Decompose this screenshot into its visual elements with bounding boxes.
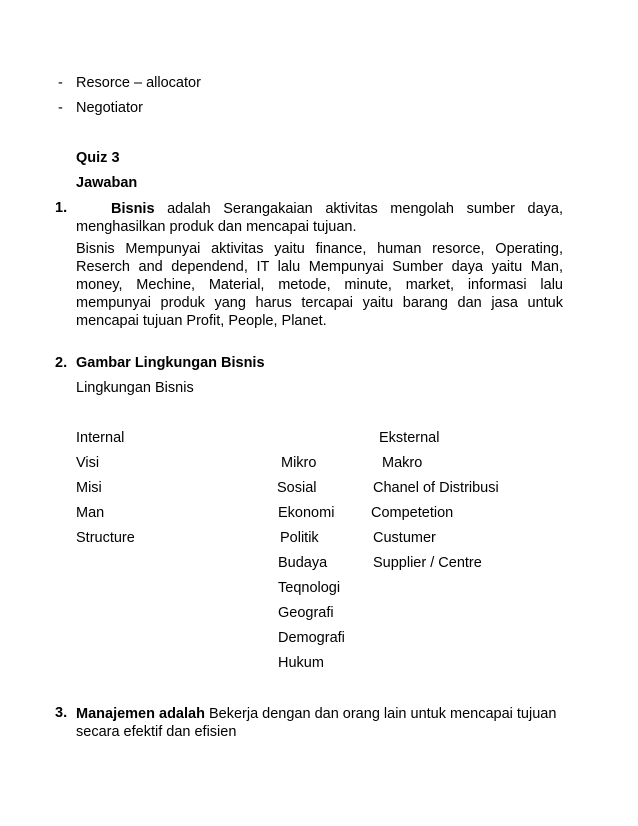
makro-item: Chanel of Distribusi <box>373 480 499 496</box>
bullet-negotiator: Negotiator <box>76 100 143 116</box>
mikro-item: Demografi <box>278 630 345 646</box>
makro-item: Competetion <box>371 505 454 521</box>
question-1-explanation: Bisnis Mempunyai aktivitas yaitu finance, human resorce, Operating, Reserch and dependend, IT lalu Mempunyai Sumber daya yaitu Man, money, Mechine, Material, metode, minute, market, informasi lalu mempunyai produk yang harus tercapai yaitu barang dan jasa untuk mencapai tujuan Profit, People, Planet. <box>76 241 563 329</box>
quiz-title: Quiz 3 <box>76 150 120 166</box>
eksternal-header: Eksternal <box>379 430 440 446</box>
bullet-marker: - <box>58 75 63 91</box>
bullet-marker: - <box>58 100 63 116</box>
question-3-answer <box>76 705 563 741</box>
manajemen-definition: Bekerja dengan dan orang lain untuk mencapai tujuan secara efektif dan efisien <box>76 706 557 740</box>
internal-item: Visi <box>76 455 100 471</box>
answer-title: Jawaban <box>76 175 138 191</box>
bisnis-term: Bisnis <box>111 201 155 217</box>
environment-subtitle: Lingkungan Bisnis <box>76 380 194 396</box>
mikro-item: Teqnologi <box>278 580 341 596</box>
internal-item: Man <box>76 505 105 521</box>
internal-header: Internal <box>76 430 125 446</box>
question-2-number: 2. <box>55 355 68 371</box>
internal-item: Structure <box>76 530 135 546</box>
mikro-header: Mikro <box>281 455 317 471</box>
mikro-item: Politik <box>280 530 319 546</box>
bisnis-definition: adalah Serangakaian aktivitas mengolah sumber daya, menghasilkan produk dan mencapai tujuan. <box>76 201 563 235</box>
question-2-title: Gambar Lingkungan Bisnis <box>76 355 265 371</box>
mikro-item: Ekonomi <box>278 505 335 521</box>
mikro-item: Geografi <box>278 605 334 621</box>
question-1-number: 1. <box>55 200 68 216</box>
manajemen-term: Manajemen adalah <box>76 706 205 722</box>
bullet-resource-allocator: Resorce – allocator <box>76 75 201 91</box>
makro-item: Custumer <box>373 530 436 546</box>
makro-item: Supplier / Centre <box>373 555 482 571</box>
question-3-number: 3. <box>55 705 68 721</box>
mikro-item: Budaya <box>278 555 328 571</box>
makro-header: Makro <box>382 455 423 471</box>
internal-item: Misi <box>76 480 102 496</box>
mikro-item: Sosial <box>277 480 317 496</box>
mikro-item: Hukum <box>278 655 324 671</box>
question-1-answer <box>76 200 563 236</box>
